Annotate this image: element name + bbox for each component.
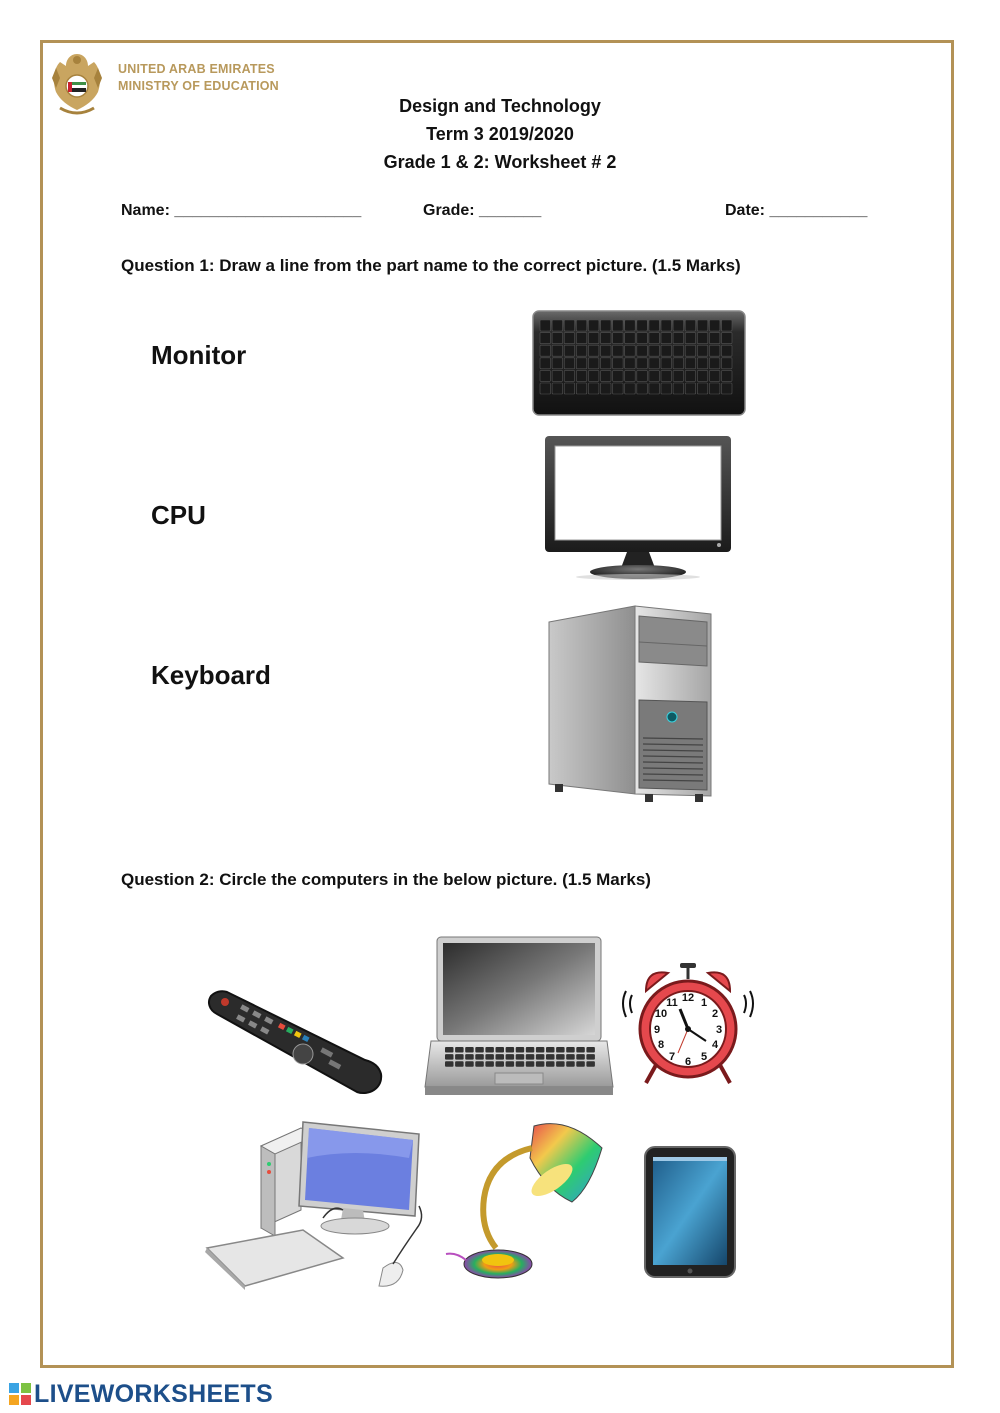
svg-text:11: 11 (666, 997, 678, 1009)
label-monitor: Monitor (151, 340, 247, 370)
alarm-clock-image (618, 961, 758, 1091)
laptop-image (423, 935, 615, 1097)
uae-emblem-icon (50, 48, 104, 120)
question-1: Question 1: Draw a line from the part name to the correct picture. (1.5 Marks) (121, 256, 741, 275)
label-cpu: CPU (151, 500, 206, 530)
footer-brand (8, 1380, 273, 1408)
tablet-image (643, 1145, 737, 1279)
liveworksheets-logo-icon (8, 1382, 32, 1406)
question-2: Question 2: Circle the computers in the below picture. (1.5 Marks) (121, 870, 651, 889)
grade-worksheet-title: Grade 1 & 2: Worksheet # 2 (383, 152, 617, 172)
worksheet-title (300, 92, 700, 176)
svg-text:3: 3 (715, 1024, 723, 1036)
term-title: Term 3 2019/2020 (426, 124, 574, 144)
keyboard-image (532, 310, 746, 416)
desk-lamp-image (440, 1118, 608, 1288)
svg-text:5: 5 (700, 1051, 708, 1063)
ministry-line2: MINISTRY OF EDUCATION (118, 79, 279, 93)
svg-text:9: 9 (653, 1024, 661, 1036)
svg-text:10: 10 (654, 1008, 668, 1020)
desktop-computer-image (203, 1118, 427, 1290)
monitor-image (543, 434, 733, 584)
svg-text:12: 12 (681, 992, 695, 1004)
svg-text:6: 6 (684, 1056, 692, 1068)
svg-text:8: 8 (657, 1039, 665, 1051)
cpu-tower-image (545, 604, 715, 804)
svg-text:4: 4 (711, 1039, 719, 1051)
svg-text:7: 7 (668, 1051, 676, 1063)
subject-title: Design and Technology (399, 96, 601, 116)
ministry-heading (118, 61, 279, 95)
name-field: Name: _____________________ (121, 202, 362, 219)
date-field: Date: ___________ (725, 202, 868, 219)
svg-text:2: 2 (711, 1008, 719, 1020)
svg-text:1: 1 (700, 997, 708, 1009)
grade-field: Grade: _______ (423, 202, 542, 219)
ministry-line1: UNITED ARAB EMIRATES (118, 62, 275, 76)
liveworksheets-brand: LIVEWORKSHEETS (34, 1379, 273, 1408)
tv-remote-image (203, 988, 387, 1098)
label-keyboard: Keyboard (151, 660, 271, 690)
